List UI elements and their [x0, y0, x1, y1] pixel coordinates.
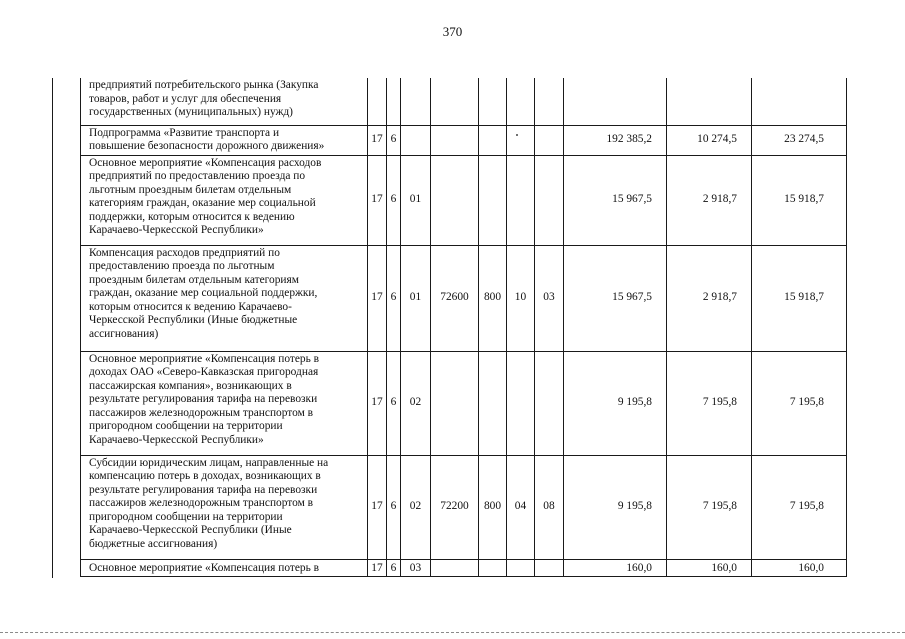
code-col-5: 800	[479, 455, 507, 559]
code-col-5	[479, 351, 507, 455]
code-col-7	[535, 125, 564, 155]
code-col-6	[507, 155, 535, 245]
amount-year-2: 160,0	[667, 559, 752, 576]
code-col-4	[431, 78, 479, 125]
code-col-4	[431, 125, 479, 155]
code-col-6: 10	[507, 245, 535, 351]
row-description: предприятий потребительского рынка (Закупка товаров, работ и услуг для обеспечения государственных (муниципальных) нужд)	[81, 78, 368, 125]
code-col-5: 800	[479, 245, 507, 351]
code-col-3: 02	[401, 455, 431, 559]
code-col-7: 03	[535, 245, 564, 351]
left-margin-rule	[52, 78, 53, 578]
table-row	[81, 78, 847, 125]
code-col-2	[387, 78, 401, 125]
code-col-3	[401, 78, 431, 125]
code-col-3: 01	[401, 245, 431, 351]
amount-year-3: 7 195,8	[752, 455, 847, 559]
row-description: Компенсация расходов предприятий по предоставлению проезда по льготным проездным билетам отдельным категориям граждан, оказание мер социальной поддержки, которым относится к ведению Карачаево- Черкесской Республики (Иные бюджетные ассигнования)	[81, 245, 368, 351]
code-col-6	[507, 351, 535, 455]
code-col-3: 02	[401, 351, 431, 455]
code-col-2: 6	[387, 351, 401, 455]
budget-table	[80, 78, 847, 577]
row-description: Основное мероприятие «Компенсация потерь в	[81, 559, 368, 576]
code-col-1: 17	[368, 351, 387, 455]
amount-year-2: 10 274,5	[667, 125, 752, 155]
row-description: Субсидии юридическим лицам, направленные на компенсацию потерь в доходах, возникающих в результате регулирования тарифа на перевозки пассажиров железнодорожным транспортом в пригородном сообщении на территории Карачаево-Черкесской Республики (Иные бюджетные ассигнования)	[81, 455, 368, 559]
page-number: 370	[442, 24, 463, 39]
code-col-7	[535, 559, 564, 576]
table-row	[81, 559, 847, 576]
amount-year-2: 2 918,7	[667, 245, 752, 351]
amount-year-3	[752, 78, 847, 125]
code-col-2: 6	[387, 455, 401, 559]
table-row	[81, 125, 847, 155]
amount-year-2	[667, 78, 752, 125]
amount-year-1: 15 967,5	[564, 155, 667, 245]
code-col-4: 72200	[431, 455, 479, 559]
scan-edge-line	[0, 632, 905, 634]
code-col-6: 04	[507, 455, 535, 559]
table-row	[81, 155, 847, 245]
code-col-2: 6	[387, 559, 401, 576]
code-col-1	[368, 78, 387, 125]
code-col-5	[479, 125, 507, 155]
code-col-4	[431, 559, 479, 576]
code-col-1: 17	[368, 155, 387, 245]
code-col-1: 17	[368, 245, 387, 351]
code-col-3	[401, 125, 431, 155]
code-col-4: 72600	[431, 245, 479, 351]
code-col-7	[535, 351, 564, 455]
code-col-1: 17	[368, 559, 387, 576]
amount-year-3: 15 918,7	[752, 245, 847, 351]
code-col-4	[431, 351, 479, 455]
table-row	[81, 245, 847, 351]
code-col-3: 03	[401, 559, 431, 576]
code-col-7	[535, 155, 564, 245]
amount-year-1: 160,0	[564, 559, 667, 576]
amount-year-2: 2 918,7	[667, 155, 752, 245]
amount-year-3: 160,0	[752, 559, 847, 576]
amount-year-2: 7 195,8	[667, 351, 752, 455]
code-col-5	[479, 155, 507, 245]
amount-year-3: 15 918,7	[752, 155, 847, 245]
code-col-7	[535, 78, 564, 125]
code-col-6	[507, 78, 535, 125]
code-col-6	[507, 125, 535, 155]
row-description: Подпрограмма «Развитие транспорта и повышение безопасности дорожного движения»	[81, 125, 368, 155]
table-row	[81, 351, 847, 455]
amount-year-1: 15 967,5	[564, 245, 667, 351]
table-row	[81, 455, 847, 559]
code-col-3: 01	[401, 155, 431, 245]
amount-year-2: 7 195,8	[667, 455, 752, 559]
row-description: Основное мероприятие «Компенсация расходов предприятий по предоставлению проезда по льготным проездным билетам отдельным категориям граждан, оказание мер социальной поддержки, которым относится к ведению Карачаево-Черкесской Республики»	[81, 155, 368, 245]
amount-year-1	[564, 78, 667, 125]
row-description: Основное мероприятие «Компенсация потерь в доходах ОАО «Северо-Кавказская пригородная пассажирская компания», возникающих в результате регулирования тарифа на перевозки пассажиров железнодорожным транспортом в пригородном сообщении на территории Карачаево-Черкесской Республики»	[81, 351, 368, 455]
amount-year-1: 192 385,2	[564, 125, 667, 155]
code-col-2: 6	[387, 125, 401, 155]
code-col-7: 08	[535, 455, 564, 559]
code-col-2: 6	[387, 245, 401, 351]
amount-year-1: 9 195,8	[564, 351, 667, 455]
code-col-5	[479, 559, 507, 576]
amount-year-3: 7 195,8	[752, 351, 847, 455]
code-col-4	[431, 155, 479, 245]
code-col-2: 6	[387, 155, 401, 245]
code-col-5	[479, 78, 507, 125]
code-col-1: 17	[368, 125, 387, 155]
code-col-1: 17	[368, 455, 387, 559]
amount-year-3: 23 274,5	[752, 125, 847, 155]
code-col-6	[507, 559, 535, 576]
amount-year-1: 9 195,8	[564, 455, 667, 559]
